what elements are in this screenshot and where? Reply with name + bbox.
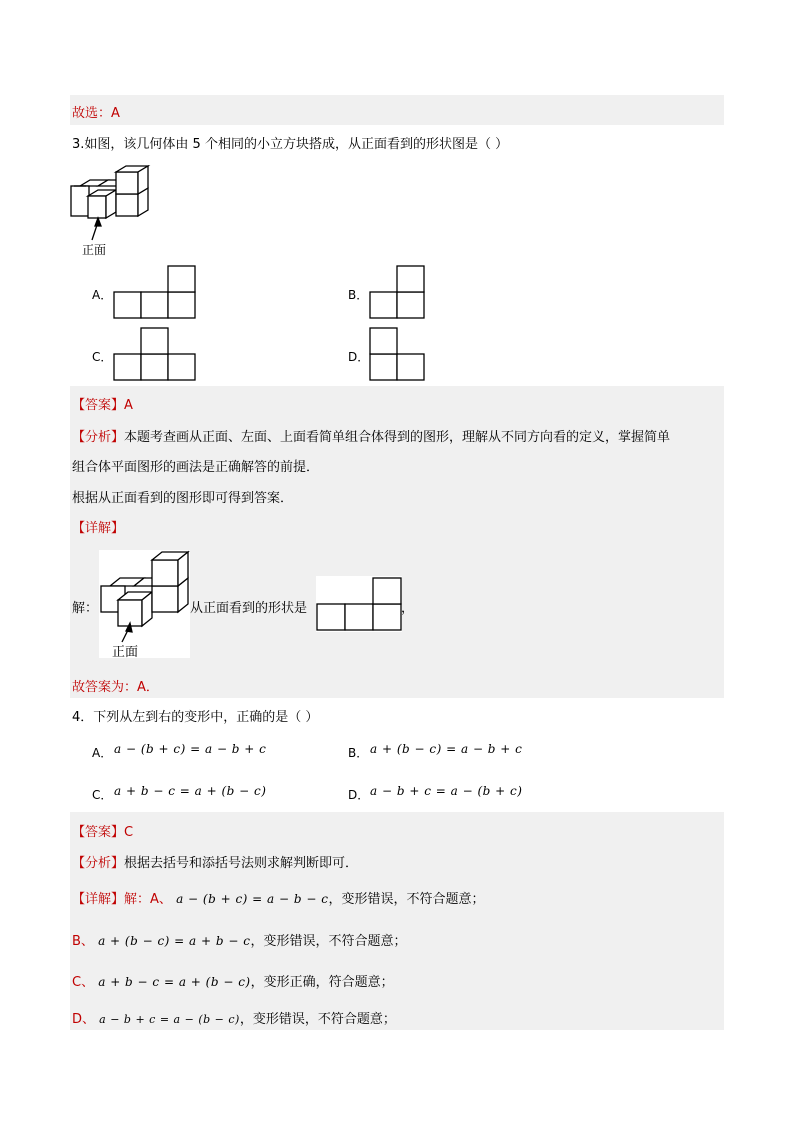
- q4-line-d-label: D、: [72, 1012, 96, 1027]
- q3-stem: 3.如图，该几何体由 5 个相同的小立方块搭成，从正面看到的形状图是（ ）: [72, 137, 509, 152]
- analysis-text-1: 本题考查画从正面、左面、上面看简单组合体得到的图形，理解从不同方向看的定义，掌握简单: [124, 430, 671, 445]
- analysis-tag: 【分析】: [72, 430, 125, 445]
- q4-option-b-expr: a + (b − c) = a − b + c: [370, 742, 523, 756]
- q3-conclusion: 故答案为：A．: [72, 680, 159, 695]
- q4-option-a-expr: a − (b + c) = a − b + c: [114, 742, 267, 756]
- q4-option-d-label: D．: [348, 788, 370, 802]
- option-d-label: D．: [348, 350, 370, 364]
- q4-answer-value: C: [124, 825, 134, 840]
- q4-analysis-line: [72, 852, 358, 871]
- q4-option-b-label: B．: [348, 746, 369, 760]
- q4-option-c-expr: a + b − c = a + (b − c): [114, 784, 267, 798]
- detail-tag: 【详解】: [72, 521, 125, 536]
- q4-detail-prefix: 解：A、: [124, 892, 172, 907]
- q4-answer-tag: 【答案】: [72, 825, 125, 840]
- option-b-figure: [370, 265, 430, 321]
- q4-option-a-label: A．: [92, 746, 113, 760]
- q4-line-b-text: ，变形错误，不符合题意；: [250, 934, 407, 949]
- q4-analysis-tag: 【分析】: [72, 856, 125, 871]
- answer-value: A: [124, 398, 133, 413]
- q4-line-b-expr: a + (b − c) = a + b − c: [98, 934, 251, 948]
- q4-line-a-expr: a − (b + c) = a − b − c: [176, 892, 329, 906]
- answer-tag: 【答案】: [72, 398, 125, 413]
- q4-detail-tag: 【详解】: [72, 892, 125, 907]
- option-c-label: C．: [92, 350, 113, 364]
- solution-prefix: 解：: [72, 601, 99, 616]
- solution-suffix: ，: [401, 601, 415, 616]
- option-a-label: A．: [92, 288, 113, 302]
- q3-analysis-line1: [72, 426, 670, 445]
- solution-middle: 从正面看到的形状是: [190, 601, 308, 616]
- q3-analysis-line2: 组合体平面图形的画法是正确解答的前提．: [72, 460, 320, 475]
- q4-analysis-text: 根据去括号和添括号法则求解判断即可．: [124, 856, 359, 871]
- solution-front-label: 正面: [112, 645, 139, 660]
- q4-line-c-expr: a + b − c = a + (b − c): [98, 975, 251, 989]
- option-b-label: B．: [348, 288, 369, 302]
- q4-line-c-label: C、: [72, 975, 95, 990]
- option-c-figure: [114, 327, 198, 383]
- option-d-figure: [370, 327, 430, 383]
- q4-line-b-label: B、: [72, 934, 94, 949]
- q4-stem: 4．下列从左到右的变形中，正确的是（ ）: [72, 710, 319, 725]
- q3-analysis-line3: 根据从正面看到的图形即可得到答案．: [72, 491, 294, 506]
- q4-option-c-label: C．: [92, 788, 113, 802]
- q4-detail-line-b: [72, 930, 406, 949]
- q4-detail-line-d: [72, 1008, 396, 1027]
- solution-band-q4: [70, 812, 724, 1030]
- q4-line-a-text: ，变形错误，不符合题意；: [328, 892, 485, 907]
- q4-line-c-text: ，变形正确，符合题意；: [250, 975, 394, 990]
- q4-detail-line-c: [72, 971, 394, 990]
- option-a-figure: [114, 265, 198, 321]
- conclusion-band: [70, 95, 724, 125]
- q4-answer-line: [72, 821, 133, 840]
- q2-conclusion: 故选：A: [72, 106, 120, 121]
- q4-line-d-expr: a − b + c = a − (b − c): [99, 1013, 240, 1026]
- q4-detail-line-a: [72, 888, 484, 907]
- q4-option-d-expr: a − b + c = a − (b + c): [370, 784, 523, 798]
- front-label: 正面: [82, 243, 107, 257]
- q3-answer-line: [72, 394, 133, 413]
- solution-answer-figure: [316, 576, 402, 632]
- q4-line-d-text: ，变形错误，不符合题意；: [239, 1012, 396, 1027]
